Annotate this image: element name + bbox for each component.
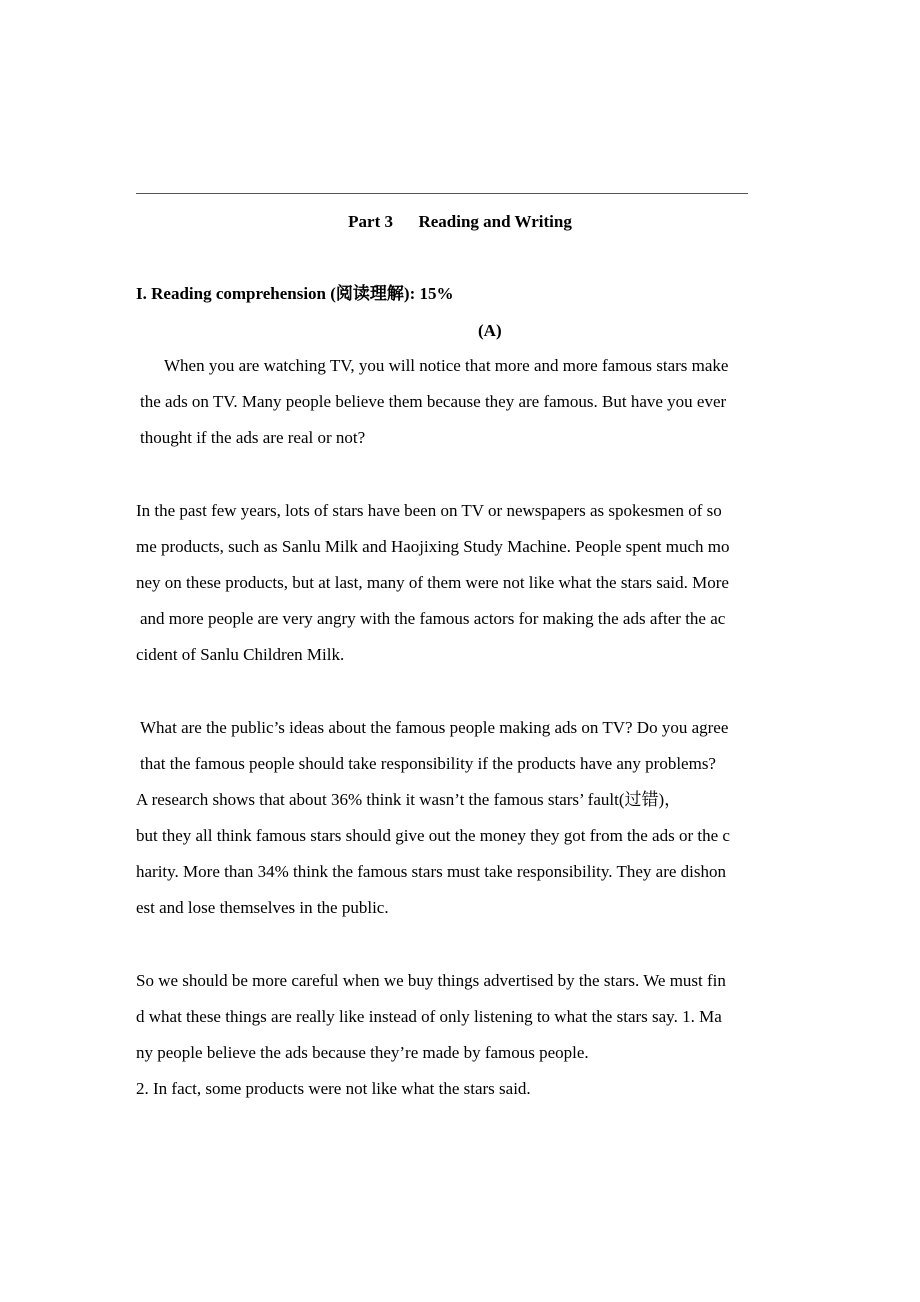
- passage-line: me products, such as Sanlu Milk and Haojixing Study Machine. People spent much mo: [136, 537, 730, 556]
- passage-line: A research shows that about 36% think it wasn’t the famous stars’ fault(过错)，: [136, 790, 682, 809]
- passage-line: ney on these products, but at last, many of them were not like what the stars said. More: [136, 573, 729, 592]
- passage-line: What are the public’s ideas about the famous people making ads on TV? Do you agree: [140, 718, 729, 737]
- passage-line: that the famous people should take responsibility if the products have any problems?: [140, 754, 716, 773]
- header-rule: [136, 193, 748, 194]
- passage-line: harity. More than 34% think the famous stars must take responsibility. They are dishon: [136, 862, 727, 881]
- passage-line: the ads on TV. Many people believe them because they are famous. But have you ever: [140, 392, 727, 411]
- passage-line: When you are watching TV, you will notice that more and more famous stars make: [164, 356, 729, 375]
- passage-label: (A): [478, 321, 502, 340]
- passage-line: est and lose themselves in the public.: [136, 898, 389, 917]
- passage-line: and more people are very angry with the famous actors for making the ads after the ac: [140, 609, 726, 628]
- passage-line: ny people believe the ads because they’re made by famous people.: [136, 1043, 589, 1062]
- section-heading: I. Reading comprehension (阅读理解): 15%: [136, 284, 454, 303]
- passage-line: cident of Sanlu Children Milk.: [136, 645, 345, 664]
- passage-line: So we should be more careful when we buy things advertised by the stars. We must fin: [136, 971, 726, 990]
- part-title: Part 3 Reading and Writing: [348, 212, 572, 231]
- passage-line: In the past few years, lots of stars have been on TV or newspapers as spokesmen of so: [136, 501, 722, 520]
- passage-line: but they all think famous stars should give out the money they got from the ads or the c: [136, 826, 730, 845]
- passage-line: thought if the ads are real or not?: [140, 428, 366, 447]
- passage-line: d what these things are really like instead of only listening to what the stars say. 1. Ma: [136, 1007, 722, 1026]
- question-line: 2. In fact, some products were not like what the stars said.: [136, 1079, 531, 1098]
